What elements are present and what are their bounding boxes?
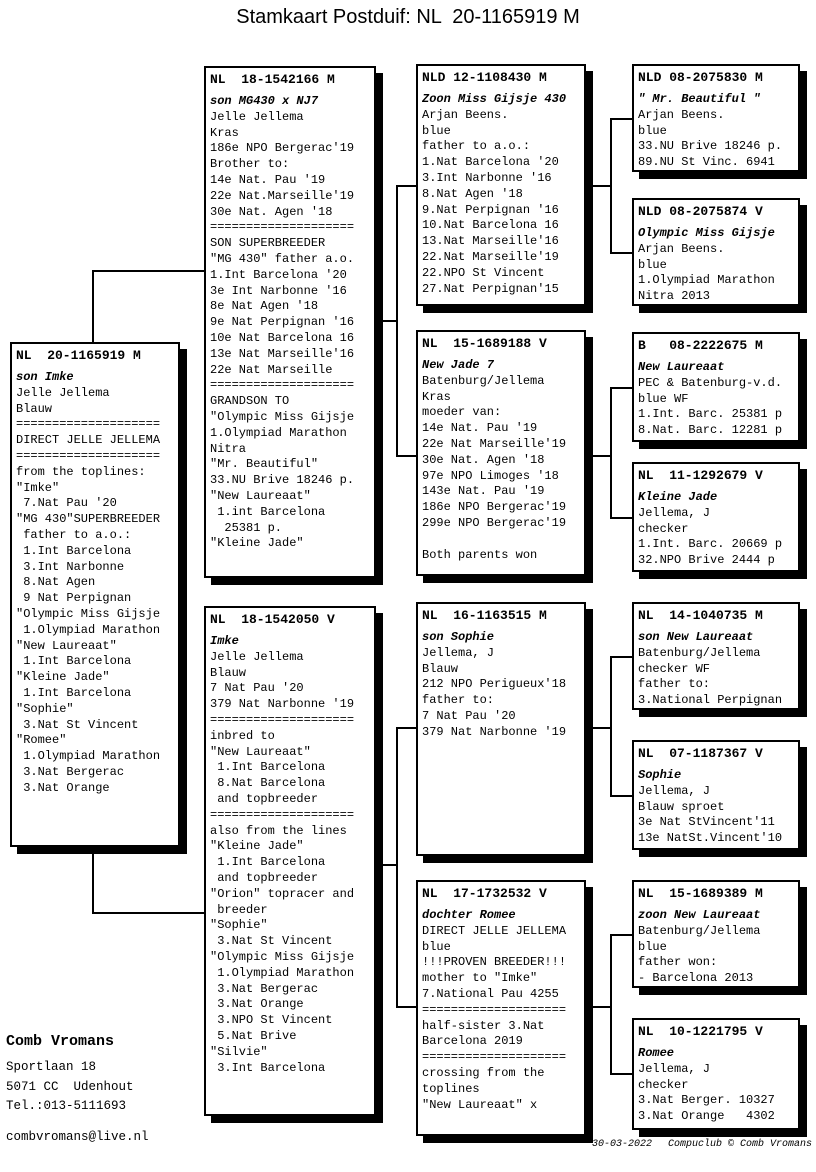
pedigree-line: 8.Nat. Barc. 12281 p	[638, 423, 783, 438]
pedigree-line: father to a.o.:	[16, 527, 132, 542]
connector-segment	[610, 795, 632, 797]
pedigree-line: 8.Nat Barcelona	[210, 776, 326, 791]
pedigree-line: "Kleine Jade"	[210, 839, 304, 854]
pedigree-line: toplines	[422, 1081, 480, 1096]
ring-number: NL 18-1542050 V	[210, 612, 335, 627]
pedigree-line: 1.Olympiad Marathon	[210, 965, 355, 980]
pedigree-line: father to:	[422, 693, 495, 708]
pedigree-line: blue	[638, 257, 667, 272]
pedigree-box-great-grandfather-1	[632, 64, 800, 172]
pedigree-line: 3.National Perpignan	[638, 693, 783, 708]
pedigree-line: 9e Nat Perpignan '16	[210, 315, 355, 330]
pedigree-line: Kras	[210, 125, 239, 140]
pigeon-name: Romee	[638, 1046, 675, 1060]
pedigree-line: Brother to:	[210, 157, 290, 172]
pedigree-line: 3.Nat St Vincent	[210, 934, 333, 949]
pigeon-name: New Laureaat	[638, 360, 725, 374]
pedigree-box-subject	[10, 342, 180, 847]
pedigree-line: father to:	[638, 677, 711, 692]
pedigree-line: 1.Int Barcelona	[16, 654, 132, 669]
pigeon-name: son Sophie	[422, 630, 495, 644]
pedigree-line: "Sophie"	[210, 918, 268, 933]
owner-address-line2: 5071 CC Udenhout	[6, 1079, 134, 1094]
pedigree-line: "Silvie"	[210, 1044, 268, 1059]
connector-segment	[396, 727, 416, 729]
pedigree-line: 13e NatSt.Vincent'10	[638, 831, 783, 846]
pedigree-box-great-grandmother-4	[632, 1018, 800, 1130]
connector-segment	[610, 118, 612, 254]
pedigree-line: 9 Nat Perpignan	[16, 591, 132, 606]
pigeon-name: Zoon Miss Gijsje 430	[422, 92, 567, 106]
pigeon-name: Olympic Miss Gijsje	[638, 226, 775, 240]
pedigree-line: 27.Nat Perpignan'15	[422, 281, 559, 296]
pedigree-line: "New Laureaat"	[210, 744, 311, 759]
pedigree-line: 3.Nat Orange	[16, 780, 110, 795]
pigeon-name: son New Laureaat	[638, 630, 754, 644]
pedigree-line: ====================	[16, 417, 161, 432]
pedigree-line: 1.Int Barcelona	[210, 855, 326, 870]
pedigree-line: 13.Nat Marseille'16	[422, 234, 559, 249]
connector-segment	[610, 118, 632, 120]
footer-date: 30-03-2022	[591, 1139, 652, 1150]
pedigree-line: 3.NPO St Vincent	[210, 1013, 333, 1028]
pedigree-line: 143e Nat. Pau '19	[422, 484, 545, 499]
connector-segment	[610, 934, 632, 936]
pedigree-line: 1.Int Barcelona	[210, 760, 326, 775]
pedigree-line: "New Laureaat"	[210, 488, 311, 503]
ring-number: NL 15-1689389 M	[638, 886, 763, 901]
pedigree-line: and topbreeder	[210, 870, 319, 885]
pedigree-line: GRANDSON TO	[210, 394, 290, 409]
pedigree-line: 13e Nat Marseille'16	[210, 346, 355, 361]
connector-segment	[610, 656, 612, 797]
pedigree-line: PEC & Batenburg-v.d.	[638, 375, 783, 390]
ring-number: NL 20-1165919 M	[16, 348, 141, 363]
pedigree-line: father to a.o.:	[422, 139, 531, 154]
pedigree-line: 1.Olympiad Marathon	[210, 425, 347, 440]
pedigree-line: "Romee"	[16, 733, 67, 748]
pedigree-line: Arjan Beens.	[638, 241, 725, 256]
pedigree-line: Jelle Jellema	[210, 109, 304, 124]
pedigree-line: Batenburg/Jellema	[422, 373, 545, 388]
pedigree-line: 30e Nat. Agen '18	[422, 452, 545, 467]
pedigree-line: 8.Nat Agen '18	[422, 186, 523, 201]
owner-phone: Tel.:013-5111693	[6, 1099, 127, 1113]
pedigree-line: "MG 430"SUPERBREEDER	[16, 512, 161, 527]
pedigree-line: also from the lines	[210, 823, 347, 838]
connector-segment	[586, 1006, 612, 1008]
pedigree-line: mother to "Imke"	[422, 971, 538, 986]
pedigree-line: 25381 p.	[210, 520, 283, 535]
pedigree-line: 3.Nat Orange	[210, 997, 304, 1012]
pedigree-line: Batenburg/Jellema	[638, 923, 761, 938]
connector-segment	[92, 270, 204, 272]
pedigree-line: 3.Nat Bergerac	[210, 981, 319, 996]
pedigree-line: 3e Int Narbonne '16	[210, 283, 347, 298]
pedigree-line: 10.Nat Barcelona 16	[422, 218, 559, 233]
ring-number: B 08-2222675 M	[638, 338, 763, 353]
pigeon-name: son Imke	[16, 370, 74, 384]
pedigree-line: 3.Nat Orange 4302	[638, 1109, 775, 1124]
pedigree-line: "Kleine Jade"	[16, 670, 110, 685]
pedigree-line: Nitra	[210, 441, 247, 456]
pedigree-line: 10e Nat Barcelona 16	[210, 330, 355, 345]
connector-segment	[92, 912, 204, 914]
pedigree-line: DIRECT JELLE JELLEMA	[16, 433, 161, 448]
pedigree-line: breeder	[210, 902, 268, 917]
pedigree-line: Jellema, J	[638, 505, 711, 520]
pedigree-line: "Imke"	[16, 480, 60, 495]
pedigree-line: 186e NPO Bergerac'19	[422, 500, 567, 515]
connector-segment	[610, 1073, 632, 1075]
pedigree-line: ====================	[210, 220, 355, 235]
pigeon-name: dochter Romee	[422, 908, 516, 922]
pedigree-line: 22e Nat Marseille'19	[422, 436, 567, 451]
ring-number: NL 18-1542166 M	[210, 72, 335, 87]
pedigree-line: 14e Nat. Pau '19	[210, 172, 326, 187]
pedigree-line: 3.Nat Bergerac	[16, 764, 125, 779]
pedigree-line: 7 Nat Pau '20	[210, 681, 304, 696]
pedigree-line: Arjan Beens.	[422, 107, 509, 122]
pedigree-box-great-grandfather-3	[632, 602, 800, 710]
pedigree-line: 30e Nat. Agen '18	[210, 204, 333, 219]
pedigree-line	[422, 532, 580, 548]
connector-segment	[586, 185, 612, 187]
pedigree-line: ====================	[422, 1050, 567, 1065]
ring-number: NL 14-1040735 M	[638, 608, 763, 623]
connector-segment	[610, 656, 632, 658]
ring-number: NLD 08-2075874 V	[638, 204, 763, 219]
connector-segment	[586, 455, 612, 457]
connector-segment	[610, 517, 632, 519]
pedigree-line: 8e Nat Agen '18	[210, 299, 319, 314]
pedigree-line: 3.Nat Berger. 10327	[638, 1093, 775, 1108]
pedigree-line: 379 Nat Narbonne '19	[210, 697, 355, 712]
pedigree-line: 22.NPO St Vincent	[422, 265, 545, 280]
pedigree-box-mother	[204, 606, 376, 1116]
pedigree-line: half-sister 3.Nat	[422, 1018, 545, 1033]
pedigree-line: "New Laureaat"	[16, 638, 117, 653]
pedigree-line: Arjan Beens.	[638, 107, 725, 122]
ring-number: NL 10-1221795 V	[638, 1024, 763, 1039]
connector-segment	[396, 455, 416, 457]
pedigree-line: 97e NPO Limoges '18	[422, 468, 559, 483]
ring-number: NL 16-1163515 M	[422, 608, 547, 623]
pedigree-line: ====================	[210, 378, 355, 393]
pedigree-line: checker	[638, 1077, 689, 1092]
pedigree-line: Batenburg/Jellema	[638, 645, 761, 660]
pedigree-line: 7.Nat Pau '20	[16, 496, 117, 511]
ring-number: NLD 08-2075830 M	[638, 70, 763, 85]
pedigree-line: "New Laureaat" x	[422, 1097, 538, 1112]
pedigree-line: 5.Nat Brive	[210, 1028, 297, 1043]
connector-segment	[610, 387, 612, 519]
pedigree-line: SON SUPERBREEDER	[210, 236, 326, 251]
pedigree-line: 3e Nat StVincent'11	[638, 815, 775, 830]
pedigree-line: 22.Nat Marseille'19	[422, 249, 559, 264]
pigeon-name: New Jade 7	[422, 358, 495, 372]
pedigree-box-great-grandmother-2	[632, 462, 800, 572]
pedigree-line: 8.Nat Agen	[16, 575, 96, 590]
connector-segment	[610, 387, 632, 389]
pedigree-line: !!!PROVEN BREEDER!!!	[422, 955, 567, 970]
pedigree-line: Nitra 2013	[638, 289, 711, 304]
pedigree-line: 1.Int Barcelona	[16, 685, 132, 700]
pedigree-line: Blauw sproet	[638, 799, 725, 814]
ring-number: NL 07-1187367 V	[638, 746, 763, 761]
pedigree-line: DIRECT JELLE JELLEMA	[422, 923, 567, 938]
pedigree-box-father	[204, 66, 376, 578]
pedigree-line: "Olympic Miss Gijsje	[210, 409, 355, 424]
footer-software-credit: Compuclub © Comb Vromans	[667, 1139, 812, 1150]
pedigree-line: blue	[638, 939, 667, 954]
pedigree-line: Barcelona 2019	[422, 1034, 523, 1049]
pedigree-line: blue	[638, 123, 667, 138]
pedigree-line: 379 Nat Narbonne '19	[422, 724, 567, 739]
ring-number: NL 11-1292679 V	[638, 468, 763, 483]
owner-address-line1: Sportlaan 18	[6, 1060, 97, 1074]
pedigree-line: 33.NU Brive 18246 p.	[638, 139, 783, 154]
pedigree-line: Blauw	[210, 665, 247, 680]
pedigree-line: moeder van:	[422, 405, 502, 420]
owner-email: combvromans@live.nl	[6, 1129, 149, 1144]
pedigree-line: 89.NU St Vinc. 6941	[638, 155, 775, 170]
pedigree-line: 1.Olympiad Marathon	[16, 749, 161, 764]
pedigree-line: ====================	[210, 807, 355, 822]
page-title: Stamkaart Postduif: NL 20-1165919 M	[236, 6, 580, 28]
pedigree-line: father won:	[638, 955, 718, 970]
pedigree-line: checker WF	[638, 661, 711, 676]
pedigree-line: Blauw	[422, 661, 459, 676]
connector-segment	[610, 252, 632, 254]
pedigree-line: 3.Int Barcelona	[210, 1060, 326, 1075]
connector-segment	[586, 727, 612, 729]
pedigree-line: "Olympic Miss Gijsje	[210, 949, 355, 964]
pedigree-box-paternal-grandfather	[416, 64, 586, 306]
pedigree-line: "Sophie"	[16, 701, 74, 716]
footer	[592, 1139, 812, 1150]
pedigree-box-great-grandfather-2	[632, 332, 800, 442]
pedigree-line: Jellema, J	[638, 783, 711, 798]
pedigree-line: crossing from the	[422, 1065, 545, 1080]
ring-number: NLD 12-1108430 M	[422, 70, 547, 85]
pigeon-name: Sophie	[638, 768, 682, 782]
pedigree-line: 7.National Pau 4255	[422, 986, 559, 1001]
pedigree-line: blue WF	[638, 391, 689, 406]
pedigree-line: from the toplines:	[16, 464, 146, 479]
pedigree-line: Jellema, J	[638, 1061, 711, 1076]
pedigree-line: 3.Int Narbonne	[16, 559, 125, 574]
pedigree-line: 9.Nat Perpignan '16	[422, 202, 559, 217]
pedigree-line: Jellema, J	[422, 645, 495, 660]
pedigree-line: 1.int Barcelona	[210, 504, 326, 519]
pedigree-line: 3.Int Narbonne '16	[422, 170, 552, 185]
pedigree-line: 186e NPO Bergerac'19	[210, 141, 355, 156]
pedigree-line: inbred to	[210, 728, 275, 743]
pedigree-line: Jelle Jellema	[210, 649, 304, 664]
connector-segment	[92, 270, 94, 344]
pedigree-line: 1.Int Barcelona '20	[210, 267, 347, 282]
pedigree-line: 299e NPO Bergerac'19	[422, 515, 567, 530]
owner-block	[6, 1032, 149, 1146]
pedigree-line: Blauw	[16, 401, 53, 416]
connector-segment	[396, 727, 398, 1008]
pedigree-line: checker	[638, 521, 689, 536]
pedigree-line: and topbreeder	[210, 791, 319, 806]
pedigree-line: "Mr. Beautiful"	[210, 457, 319, 472]
pedigree-line: ====================	[422, 1002, 567, 1017]
connector-segment	[396, 185, 416, 187]
pedigree-line: - Barcelona 2013	[638, 971, 754, 986]
pedigree-line: 32.NPO Brive 2444 p	[638, 553, 775, 568]
pedigree-line: 3.Nat St Vincent	[16, 717, 139, 732]
connector-segment	[376, 320, 398, 322]
pedigree-box-maternal-grandmother	[416, 880, 586, 1136]
pedigree-line: 14e Nat. Pau '19	[422, 421, 538, 436]
connector-segment	[376, 864, 398, 866]
pedigree-line: "Kleine Jade"	[210, 536, 304, 551]
ring-number: NL 15-1689188 V	[422, 336, 547, 351]
pedigree-line: 33.NU Brive 18246 p.	[210, 473, 355, 488]
pigeon-name: Imke	[210, 634, 239, 648]
pedigree-line: ====================	[210, 712, 355, 727]
pedigree-line: 1.Int Barcelona	[16, 543, 132, 558]
pedigree-line: Jelle Jellema	[16, 385, 110, 400]
pedigree-box-great-grandmother-3	[632, 740, 800, 850]
pedigree-line: 22e Nat.Marseille'19	[210, 188, 355, 203]
pedigree-box-great-grandmother-1	[632, 198, 800, 306]
ring-number: NL 17-1732532 V	[422, 886, 547, 901]
owner-name: Comb Vromans	[6, 1033, 115, 1050]
pedigree-line: 1.Olympiad Marathon	[638, 273, 775, 288]
pedigree-box-great-grandfather-4	[632, 880, 800, 988]
connector-segment	[610, 934, 612, 1075]
pigeon-name: zoon New Laureaat	[638, 908, 761, 922]
pigeon-name: " Mr. Beautiful "	[638, 92, 761, 106]
pedigree-box-maternal-grandfather	[416, 602, 586, 856]
pigeon-name: Kleine Jade	[638, 490, 718, 504]
pedigree-box-paternal-grandmother	[416, 330, 586, 576]
pedigree-line: "Olympic Miss Gijsje	[16, 606, 161, 621]
pedigree-line: 7 Nat Pau '20	[422, 708, 516, 723]
connector-segment	[92, 845, 94, 914]
pedigree-line: "MG 430" father a.o.	[210, 251, 355, 266]
pedigree-line: 22e Nat Marseille	[210, 362, 333, 377]
pedigree-line: 212 NPO Perigueux'18	[422, 677, 567, 692]
pedigree-line: blue	[422, 123, 451, 138]
connector-segment	[396, 185, 398, 457]
pedigree-line: "Orion" topracer and	[210, 886, 355, 901]
pedigree-line: 1.Int. Barc. 20669 p	[638, 537, 783, 552]
pedigree-line: blue	[422, 939, 451, 954]
connector-segment	[396, 1006, 416, 1008]
pedigree-line: Kras	[422, 389, 451, 404]
pedigree-line: Both parents won	[422, 547, 538, 562]
pedigree-line: 1.Nat Barcelona '20	[422, 155, 559, 170]
pedigree-line: ====================	[16, 448, 161, 463]
pigeon-name: son MG430 x NJ7	[210, 94, 319, 108]
pedigree-line: 1.Int. Barc. 25381 p	[638, 407, 783, 422]
pedigree-line: 1.Olympiad Marathon	[16, 622, 161, 637]
